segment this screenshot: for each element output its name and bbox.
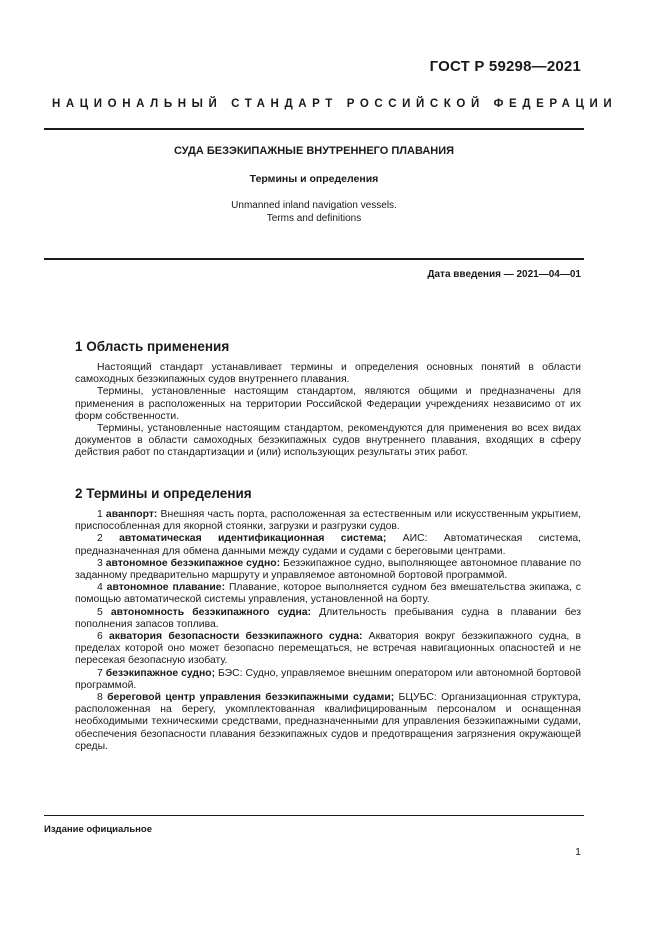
term-entry: 8 береговой центр управления безэкипажными судами; БЦУБС: Организационная структура, расположенная на берегу, укомплектованная квалифицированным персоналом и оснащенная необходимыми техническими средствами, предназначенными для управления безэкипажными судами, обеспечения безопасности плавания безэкипажных судов и предотвращения загрязнения окружающей среды. bbox=[75, 692, 582, 752]
term-entry: 3 автономное безэкипажное судно: Безэкипажное судно, выполняющее автономное плавание по заданному предварительно маршруту и управляемое автономной бортовой программой. bbox=[75, 557, 582, 582]
term-entry: 7 безэкипажное судно; БЭС: Судно, управляемое внешним оператором или автономной бортовой программой. bbox=[75, 667, 581, 691]
section-1-heading: 1 Область применения bbox=[75, 339, 230, 354]
english-title bbox=[44, 199, 584, 225]
footer-divider bbox=[44, 815, 584, 816]
term-entry: 6 акватория безопасности безэкипажного судна: Акватория вокруг безэкипажного судна, в пределах которой оно может безопасно перемещаться, не встречая навигационных опасностей и не пересекая безопасную изобату. bbox=[75, 631, 582, 667]
national-standard-banner: НАЦИОНАЛЬНЫЙ СТАНДАРТ РОССИЙСКОЙ ФЕДЕРАЦИИ bbox=[52, 98, 618, 110]
english-title-line-2: Terms and definitions bbox=[266, 213, 362, 224]
section-1-body bbox=[75, 362, 581, 460]
term-entry: 2 автоматическая идентификационная система; АИС: Автоматическая система, предназначенная для обмена данными между судами и судами с береговыми центрами. bbox=[75, 533, 582, 557]
term-entry: 4 автономное плавание: Плавание, которое выполняется судном без вмешательства экипажа, с помощью автоматической системы управления, установленной на борту. bbox=[75, 582, 581, 606]
paragraph: Настоящий стандарт устанавливает термины и определения основных понятий в области самоходных безэкипажных судов внутреннего плавания. bbox=[75, 362, 581, 386]
page-number: 1 bbox=[575, 846, 581, 858]
paragraph: Термины, установленные настоящим стандартом, рекомендуются для применения во всех видах документов в области самоходных безэкипажных судов внутреннего плавания, входящих в сферу действия работ по стандартизации и (или) использующих результаты этих работ. bbox=[75, 423, 581, 459]
introduction-date: Дата введения — 2021—04—01 bbox=[427, 269, 581, 280]
term-entry: 5 автономность безэкипажного судна: Длительность пребывания судна в плавании без пополнения запасов топлива. bbox=[75, 606, 581, 630]
section-2-body bbox=[75, 509, 581, 753]
official-edition-label: Издание официальное bbox=[44, 824, 152, 835]
top-divider bbox=[44, 128, 584, 130]
section-2-heading: 2 Термины и определения bbox=[75, 486, 252, 501]
term-entry: 1 аванпорт: Внешняя часть порта, расположенная за естественным или искусственным укрытием, приспособленная для якорной стоянки, загрузки и разгрузки судов. bbox=[75, 509, 581, 533]
gost-number: ГОСТ Р 59298—2021 bbox=[429, 58, 581, 75]
document-subtitle: Термины и определения bbox=[249, 173, 379, 185]
paragraph: Термины, установленные настоящим стандартом, являются общими и предназначены для применения в расположенных на территории Российской Федерации учреждениях независимо от их форм собственности. bbox=[75, 386, 581, 422]
document-title: СУДА БЕЗЭКИПАЖНЫЕ ВНУТРЕННЕГО ПЛАВАНИЯ bbox=[173, 145, 455, 157]
english-title-line-1: Unmanned inland navigation vessels. bbox=[231, 200, 397, 211]
title-divider bbox=[44, 258, 584, 260]
